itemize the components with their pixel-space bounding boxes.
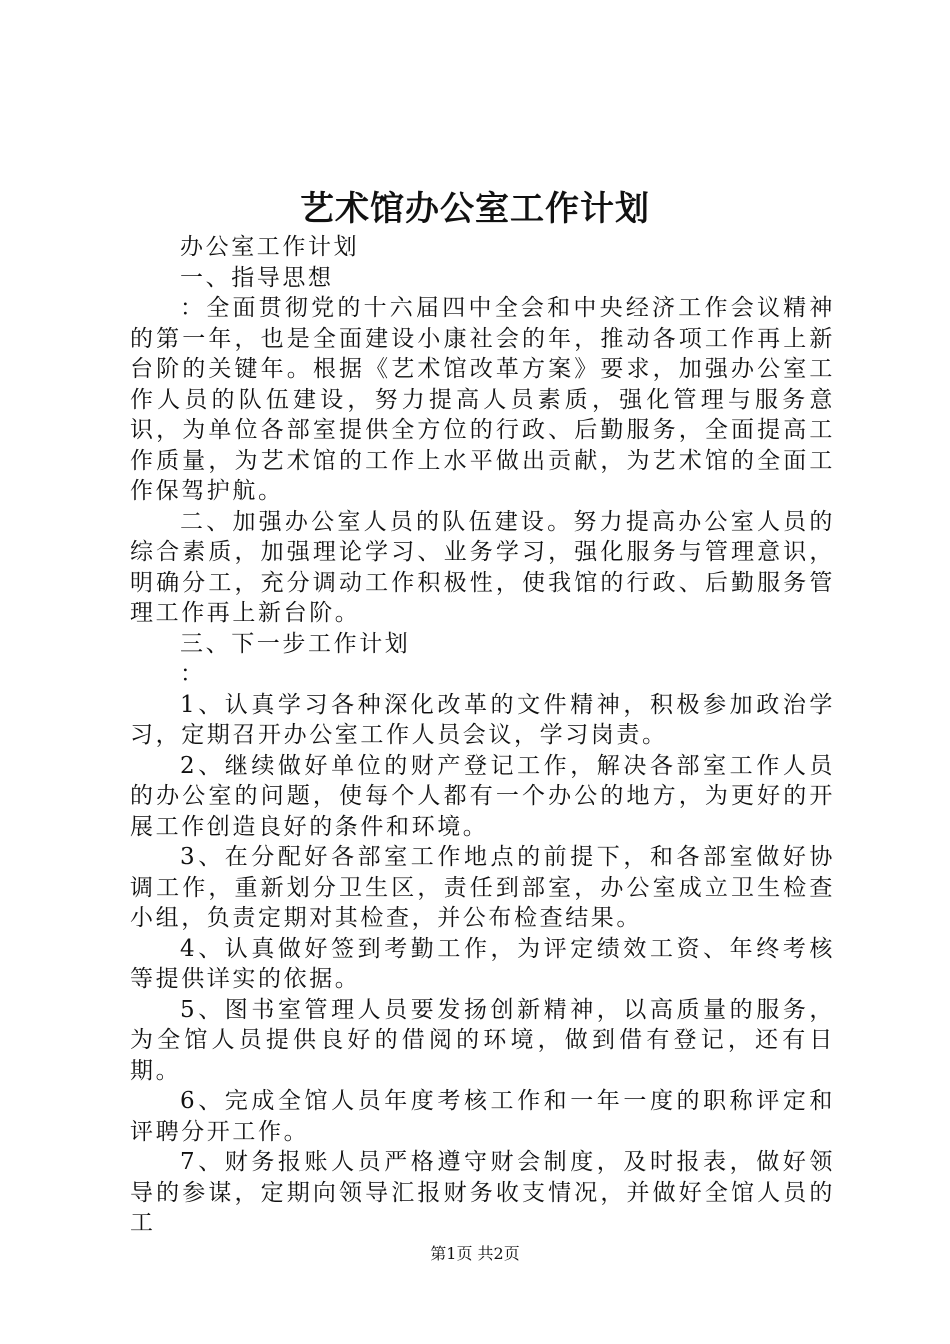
list-item: 5、图书室管理人员要发扬创新精神，以高质量的服务，为全馆人员提供良好的借阅的环境，做到借有登记，还有日期。 — [130, 996, 835, 1084]
paragraph: ：全面贯彻党的十六届四中全会和中央经济工作会议精神的第一年，也是全面建设小康社会的年，推动各项工作再上新台阶的关键年。根据《艺术馆改革方案》要求，加强办公室工作人员的队伍建设，努力提高人员素质，强化管理与服务意识，为单位各部室提供全方位的行政、后勤服务，全面提高工作质量，为艺术馆的工作上水平做出贡献，为艺术馆的全面工作保驾护航。 — [130, 295, 835, 504]
list-item: 7、财务报账人员严格遵守财会制度，及时报表，做好领导的参谋，定期向领导汇报财务收支情况，并做好全馆人员的工 — [130, 1149, 835, 1236]
list-item: 3、在分配好各部室工作地点的前提下，和各部室做好协调工作，重新划分卫生区，责任到部室，办公室成立卫生检查小组，负责定期对其检查，并公布检查结果。 — [130, 844, 835, 931]
list-item: 1、认真学习各种深化改革的文件精神，积极参加政治学习，定期召开办公室工作人员会议，学习岗责。 — [130, 691, 835, 748]
list-item: 6、完成全馆人员年度考核工作和一年一度的职称评定和评聘分开工作。 — [130, 1088, 835, 1145]
paragraph: ： — [180, 661, 206, 687]
list-item: 2、继续做好单位的财产登记工作，解决各部室工作人员的办公室的问题，使每个人都有一个办公的地方，为更好的开展工作创造良好的条件和环境。 — [130, 752, 835, 840]
page-footer: 第1页 共2页 — [430, 1244, 520, 1263]
section-heading-guiding-ideology: 一、指导思想 — [180, 264, 334, 291]
document-title: 艺术馆办公室工作计划 — [300, 189, 650, 229]
paragraph-heading: 办公室工作计划 — [180, 234, 360, 260]
list-item: 4、认真做好签到考勤工作，为评定绩效工资、年终考核等提供详实的依据。 — [130, 935, 835, 992]
section-heading-next-plan: 三、下一步工作计划 — [180, 630, 411, 657]
section-heading-team-building: 二、加强办公室人员的队伍建设。努力提高办公室人员的综合素质，加强理论学习、业务学习，强化服务与管理意识，明确分工，充分调动工作积极性，使我馆的行政、后勤服务管理工作再上新台阶。 — [130, 508, 835, 626]
document-body — [130, 232, 835, 1239]
